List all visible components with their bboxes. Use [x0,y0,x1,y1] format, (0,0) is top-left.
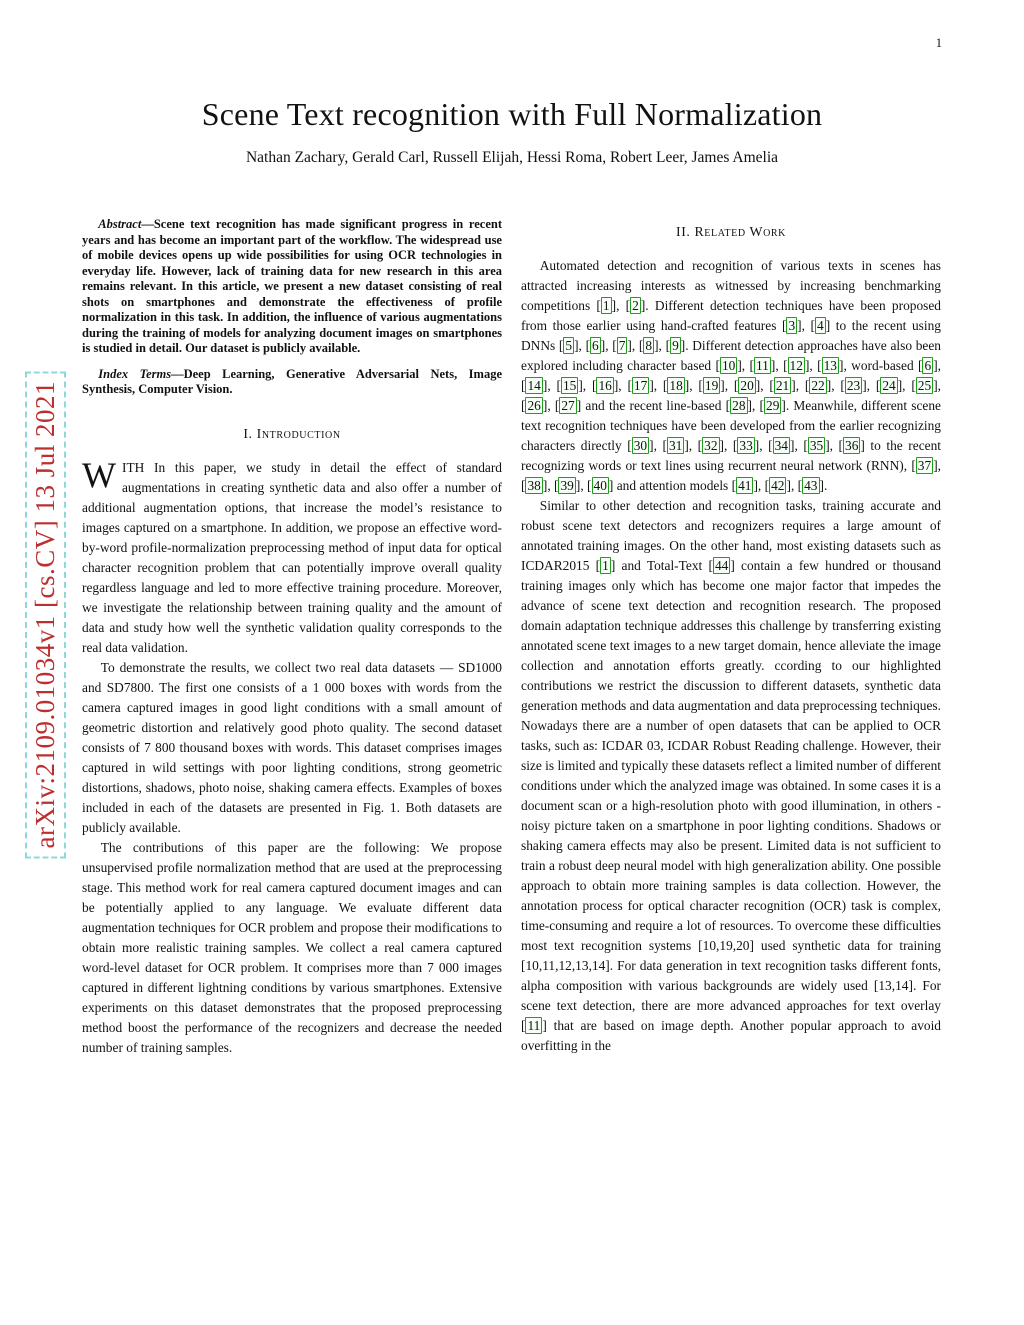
citation-link[interactable]: 4 [817,318,824,333]
citation-link[interactable]: 40 [593,478,607,493]
citation-link[interactable]: 44 [714,558,729,573]
paper-content [82,0,942,1058]
paragraph: To demonstrate the results, we collect two real data datasets — SD1000 and SD7800. The first one consists of a 1 000 boxes with words from the camera captured images in good light conditions with a small amount of geometric distortion and relatively good photo quality. The second dataset consists of 7 800 thousand boxes with words. This dataset comprises images captured in wild settings with poor lighting conditions, strong geometric distortions, shadows, photo noise, shaking camera effects. Examples of boxes included in each of the datasets are presented in Fig. 1. Both datasets are publicly available. [82,659,502,835]
citation-link[interactable]: 11 [527,1018,541,1033]
abstract-label: Abstract [98,217,142,231]
citation-link[interactable]: 25 [917,378,932,393]
section-heading-introduction: I. Introduction [243,425,341,441]
citation-link[interactable]: 8 [645,338,653,353]
citation-link[interactable]: 20 [740,378,754,393]
page-number: 1 [935,36,942,50]
section-heading-related-work: II. Related Work [676,224,786,239]
citation-link[interactable]: 14 [527,378,541,393]
abstract-text: —Scene text recognition has made significant progress in recent years and has become an important part of the workflow. The widespread use of mobile devices opens up wide possibilities for using OCR technologies in everyday life. However, lack of training data for new research in this area remains relevant. In this article, we present a new dataset consisting of real shots on smartphones and demonstrate the effectiveness of profile normalization in this task. In addition, the influence of various augmentations during the training of models for analyzing document images on smartphones is studied in detail. Our dataset is publicly available. [82,217,502,355]
citation-link[interactable]: 23 [846,378,861,393]
citation-link[interactable]: 1 [602,298,610,313]
citation-link[interactable]: 36 [845,438,859,453]
paragraph: Automated detection and recognition of various texts in scenes has attracted increasing interests as witnessed by increasing benchmarking competitions [ 1 ], [ 2 ]. Different detection techniques have been proposed from those earlier using hand-crafted features [ 3 ], [ 4 ] to the recent using DNNs [ 5 ], [ 6 ], [ 7 ], [ 8 ], [ 9 ]. Different detection approaches have also been explored including character based [ 10 ], [ 11 ], [ 12 ], [ 13 ], word-based [ 6 ], [ 14 ], [ 15 ], [ 16 ], [ 17 ], [ 18 ], [ 19 ], [ 20 ], [ 21 ], [ 22 ], [ 23 ], [ 24 ], [ 25 ], [ 26 ], [ 27 ] and the recent line-based [ 28 ], [ 29 ]. Meanwhile, different scene text recognition techniques have been developed from the earlier recognizing characters directly [ 30 ], [ 31 ], [ 32 ], [ 33 ], [ 34 ], [ 35 ], [ 36 ] to the recent recognizing words or text lines using recurrent neural network (RNN), [ 37 ], [ 38 ], [ 39 ], [ 40 ] and attention models [ 41 ], [ 42 ], [ 43 ]. [521,258,942,493]
citation-link[interactable]: 6 [592,338,599,353]
paper-authors: Nathan Zachary, Gerald Carl, Russell Elijah, Hessi Roma, Robert Leer, James Amelia [245,149,779,166]
citation-link[interactable]: 2 [632,298,639,313]
citation-link[interactable]: 6 [924,358,932,373]
citation-link[interactable]: 42 [771,478,785,493]
index-terms [82,367,502,398]
citation-link[interactable]: 21 [775,378,790,393]
citation-link[interactable]: 13 [823,358,837,373]
citation-link[interactable]: 43 [804,478,818,493]
paper-title: Scene Text recognition with Full Normalization [201,96,823,132]
arxiv-stamp-text: arXiv:2109.01034v1 [cs.CV] 13 Jul 2021 [25,371,66,858]
citation-link[interactable]: 16 [598,378,612,393]
arxiv-stamp [14,320,76,910]
citation-link[interactable]: 22 [811,378,825,393]
citation-link[interactable]: 37 [917,458,932,473]
citation-link[interactable]: 41 [738,478,752,493]
citation-link[interactable]: 1 [602,558,609,573]
index-terms-text: —Deep Learning, Generative Adversarial Nets, Image Synthesis, Computer Vision. [82,366,502,396]
left-column [82,217,502,1058]
citation-link[interactable]: 24 [882,378,896,393]
citation-link[interactable]: 11 [755,358,769,373]
citation-link[interactable]: 35 [809,438,824,453]
dropcap: W [82,454,116,495]
citation-link[interactable]: 34 [774,438,788,453]
citation-link[interactable]: 27 [561,398,575,413]
citation-link[interactable]: 30 [633,438,648,453]
citation-link[interactable]: 18 [669,378,683,393]
citation-link[interactable]: 9 [672,338,679,353]
citation-link[interactable]: 12 [789,358,803,373]
citation-link[interactable]: 29 [766,398,780,413]
index-terms-label: Index Terms [98,366,172,381]
citation-link[interactable]: 31 [668,438,683,453]
right-column [521,217,941,1058]
citation-link[interactable]: 33 [739,438,753,453]
citation-link[interactable]: 38 [527,478,541,493]
paragraph: The contributions of this paper are the following: We propose unsupervised profile normalization method that are used at the preprocessing stage. This method work for real camera captured document images and can be potentially applied to any language. We evaluate different data augmentation techniques for OCR problem and propose their modifications to obtain more realistic training samples. We collect a real camera captured word-level dataset for OCR problem. It comprises more than 7 000 images captured in different lightning conditions by various smartphones. Extensive experiments on this dataset demonstrates that the proposed preprocessing method boost the performance of the recognizers and decrease the needed number of training samples. [82,839,502,1055]
two-column-body [82,217,942,1058]
paragraph: Similar to other detection and recognition tasks, training accurate and robust scene text detectors and recognizers requires a large amount of annotated training images. On the other hand, most existing datasets such as ICDAR2015 [ 1 ] and Total-Text [ 44 ] contain a few hundred or thousand training images only which has become one major factor that impedes the advance of scene text detection and recognition research. The proposed domain adaptation technique addresses this challenge by transferring existing annotated scene text images to a new target domain, hence alleviate the image collection and annotation efforts greatly. ccording to our highlighted contributions we restrict the discussion to different datasets, synthetic data generation methods and data augmentation and data preprocessing techniques. Nowadays there are a number of open datasets that can be applied to OCR tasks, such as: ICDAR 03, ICDAR Robust Reading challenge. However, their size is limited and typically these datasets reflect a limited number of different conditions under which the analyzed image was obtained. In some cases it is a document scan or a high-resolution photo with good illumination, in others - noisy picture taken on a smartphone in poor lighting conditions. Shadows or shaking camera effects may also be present. Limited data is not sufficient to train a robust deep neural model with high generalization ability. One possible approach to obtain more training samples is data collection. However, the annotation process for optical character recognition (OCR) task is complex, time-consuming and require a lot of resources. To overcome these difficulties most text recognition systems [10,19,20] used synthetic data for training [10,11,12,13,14]. For data generation in text recognition tasks different fonts, alpha composition with various backgrounds are widely used [13,14]. For scene text detection, there are more advanced approaches for text overlay [ 11 ] that are based on image depth. Another popular approach to avoid overfitting in the [521,498,941,1053]
citation-link[interactable]: 15 [562,378,577,393]
citation-link[interactable]: 10 [721,358,736,373]
citation-link[interactable]: 26 [527,398,541,413]
citation-link[interactable]: 17 [633,378,648,393]
citation-link[interactable]: 39 [560,478,574,493]
citation-link[interactable]: 28 [732,398,746,413]
abstract [82,217,502,357]
citation-link[interactable]: 19 [704,378,719,393]
paragraph-text: ITH In this paper, we study in detail the effect of standard augmentations in creating synthetic data and also offer a number of additional augmentation options, that increase the model’s resistance to images captured on a smartphone. In addition, we propose an effective word-by-word profile-normalization preprocessing method of input data for optical character recognition problem that can potentially improve overall quality regardless language and led to more effective training procedure. Moreover, we investigate the relationship between training quality and the amount of data and study how well the synthetic validation quality corresponds to the real data validation. [82,459,502,655]
citation-link[interactable]: 5 [565,338,573,353]
paragraph [82,454,502,658]
citation-link[interactable]: 32 [704,438,718,453]
citation-link[interactable]: 3 [788,318,796,333]
citation-link[interactable]: 7 [618,338,626,353]
